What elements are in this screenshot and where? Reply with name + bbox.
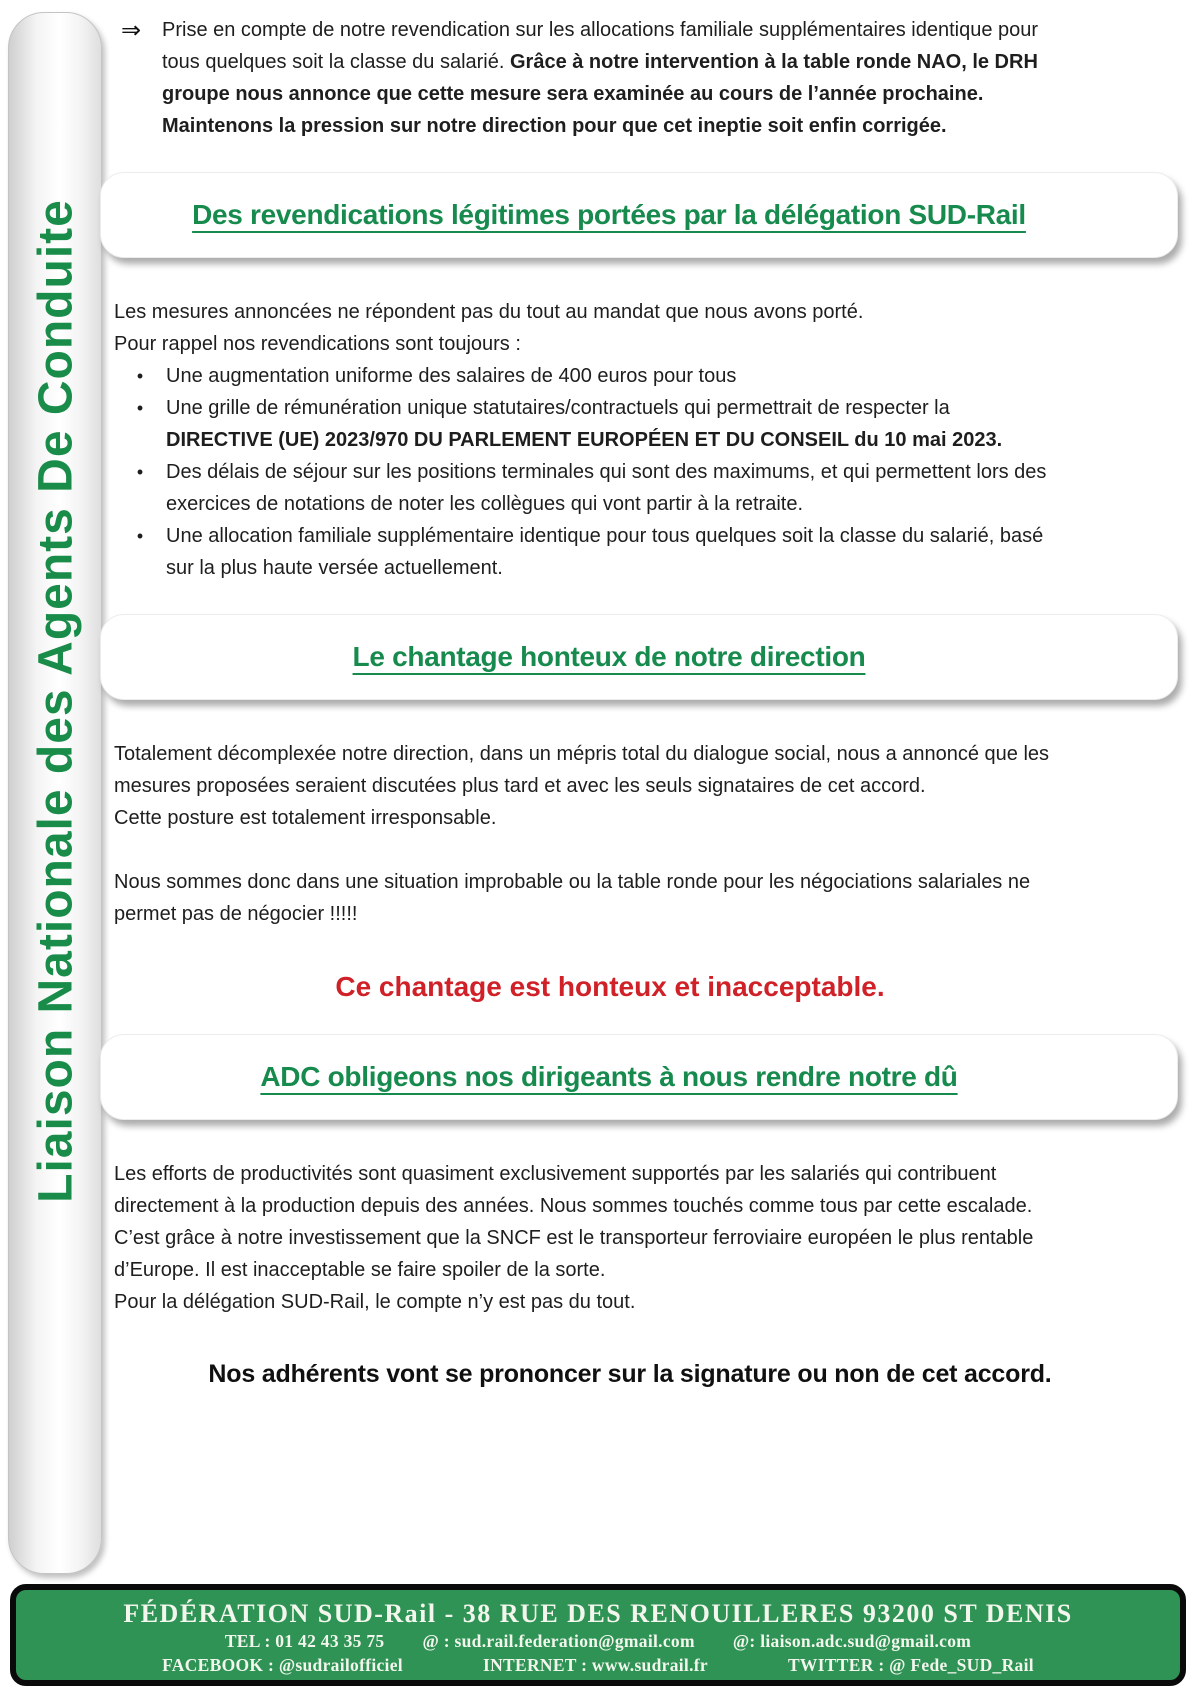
text-run: Une augmentation uniforme des salaires de 400 euros pour tous — [166, 365, 737, 387]
text-run: Pour rappel nos revendications sont toujours : — [114, 333, 521, 355]
footer-banner — [10, 1584, 1186, 1686]
text-run: Une allocation familiale supplémentaire identique pour tous quelques soit la classe du salarié, basé sur la plus haute versée actuellement. — [166, 525, 1044, 579]
text-run: Cette posture est totalement irresponsable. — [114, 807, 497, 829]
body-paragraph — [114, 802, 1066, 834]
text-run: Une grille de rémunération unique statutaires/contractuels qui permettrait de respecter la — [166, 397, 950, 419]
text-run: Totalement décomplexée notre direction, dans un mépris total du dialogue social, nous a annoncé que les mesures proposées seraient discutées plus tard et avec les seuls signataires de cet accord. — [114, 743, 1050, 797]
text-run: Les efforts de productivités sont quasiment exclusivement supportés par les salariés qui contribuent directement à la production depuis des années. Nous sommes touchés comme tous par cette escalade. C’est grâce à notre investissement que la SNCF est le transporteur ferroviaire européen le plus rentable d’Europe. Il est inacceptable se faire spoiler de la sorte. — [114, 1163, 1034, 1281]
bold-text-run: DIRECTIVE (UE) 2023/970 DU PARLEMENT EUROPÉEN ET DU CONSEIL du 10 mai 2023. — [166, 429, 1003, 451]
bullet-dot-icon: • — [136, 366, 144, 386]
footer-contacts — [16, 1629, 1180, 1653]
body-paragraph — [114, 866, 1066, 930]
footer-twitter: TWITTER : @ Fede_SUD_Rail — [787, 1655, 1034, 1675]
bold-text-run: Grâce à notre intervention à la table ronde NAO, le DRH groupe nous annonce que cette mesure sera examinée au cours de l’année prochaine. Maintenons la pression sur notre direction pour que cet ineptie soit enfin corrigée. — [162, 51, 1038, 137]
bullet-dot-icon: • — [136, 462, 144, 482]
section-heading: Le chantage honteux de notre direction — [352, 641, 866, 672]
section-heading: Des revendications légitimes portées par la délégation SUD-Rail — [192, 199, 1026, 230]
bullet-item-text — [166, 456, 1058, 520]
vertical-banner-label: Liaison Nationale des Agents De Conduite — [29, 199, 83, 1203]
footer-internet: INTERNET : www.sudrail.fr — [482, 1655, 708, 1675]
section-heading-card — [100, 172, 1178, 258]
section-heading-card — [100, 1034, 1178, 1120]
footer-socials — [16, 1653, 1180, 1677]
bullet-item-text — [166, 360, 1058, 392]
intro-paragraph-text — [162, 14, 1042, 142]
footer-address: FÉDÉRATION SUD-Rail - 38 RUE DES RENOUILLERES 93200 ST DENIS — [123, 1599, 1073, 1628]
footer-facebook: FACEBOOK : @sudrailofficiel — [162, 1655, 403, 1675]
body-paragraph — [114, 328, 1066, 360]
body-paragraph — [114, 1158, 1066, 1286]
bullet-item — [114, 360, 1180, 392]
footer-email-liaison: @: liaison.adc.sud@gmail.com — [732, 1631, 972, 1651]
intro-paragraph — [100, 14, 1180, 142]
text-run: Nous sommes donc dans une situation improbable ou la table ronde pour les négociations salariales ne permet pas de négocier !!!!! — [114, 871, 1031, 925]
section-heading-card — [100, 614, 1178, 700]
section-heading: ADC obligeons nos dirigeants à nous rendre notre dû — [260, 1061, 958, 1092]
body-paragraph — [114, 296, 1066, 328]
body-paragraph — [114, 834, 1066, 866]
body-paragraph — [114, 738, 1066, 802]
double-arrow-icon: ⇒ — [120, 17, 142, 44]
closing-bold-line: Nos adhérents vont se prononcer sur la signature ou non de cet accord. — [208, 1360, 1052, 1388]
text-run: Les mesures annoncées ne répondent pas du tout au mandat que nous avons porté. — [114, 301, 864, 323]
footer-phone: TEL : 01 42 43 35 75 — [224, 1631, 385, 1651]
bullet-item — [114, 456, 1180, 520]
text-run: Pour la délégation SUD-Rail, le compte n’y est pas du tout. — [114, 1291, 636, 1313]
bullet-item — [114, 392, 1180, 456]
bullet-item-text — [166, 520, 1058, 584]
bullet-list — [100, 360, 1180, 584]
bullet-dot-icon: • — [136, 526, 144, 546]
bullet-item-text — [166, 392, 1058, 456]
body-paragraph — [114, 1286, 1066, 1318]
bullet-dot-icon: • — [136, 398, 144, 418]
red-emphasis-line: Ce chantage est honteux et inacceptable. — [335, 971, 885, 1002]
footer-email-federation: @ : sud.rail.federation@gmail.com — [422, 1631, 695, 1651]
text-run: Des délais de séjour sur les positions terminales qui sont des maximums, et qui permettent lors des exercices de notations de noter les collègues qui vont partir à la retraite. — [166, 461, 1047, 515]
text-run: Prise en compte de notre revendication sur les allocations familiale supplémentaires identique pour tous quelques soit la classe du salarié. — [162, 19, 1039, 73]
bullet-item — [114, 520, 1180, 584]
main-content — [100, 0, 1180, 1390]
vertical-banner — [8, 12, 102, 1574]
